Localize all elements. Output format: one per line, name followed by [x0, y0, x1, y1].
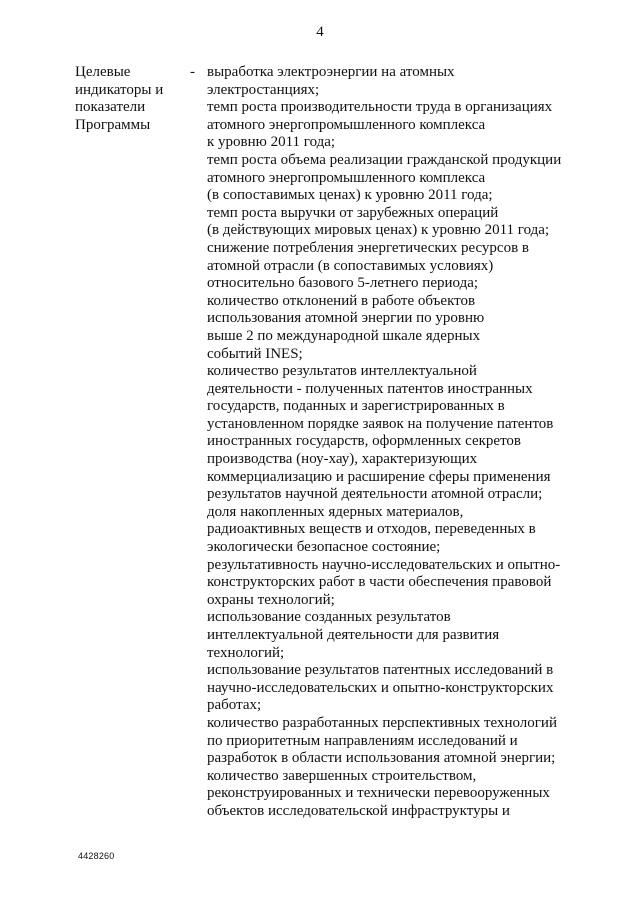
- document-id: 4428260: [78, 851, 115, 861]
- indicator-line: темп роста производительности труда в организациях: [207, 99, 553, 116]
- indicator-line: деятельности - полученных патентов иностранных: [207, 380, 533, 397]
- indicator-line: событий INES;: [207, 345, 303, 362]
- indicator-line: к уровню 2011 года;: [207, 134, 336, 151]
- indicator-line: реконструированных и технически перевооруженных: [207, 785, 550, 802]
- indicator-line: количество результатов интеллектуальной: [207, 363, 477, 380]
- indicator-line: коммерциализацию и расширение сферы применения: [207, 468, 551, 485]
- indicator-line: атомного энергопромышленного комплекса: [207, 169, 486, 186]
- indicator-line: использование результатов патентных исследований в: [207, 662, 554, 679]
- section-label-line: Программы: [75, 116, 151, 133]
- section-label-line: показатели: [75, 99, 146, 116]
- indicator-line: конструкторских работ в части обеспечения правовой: [207, 574, 552, 591]
- section-label-line: Целевые: [75, 64, 131, 80]
- indicator-line: охраны технологий;: [207, 591, 335, 608]
- indicator-line: (в действующих мировых ценах) к уровню 2011 года;: [207, 222, 550, 239]
- section-label: [75, 64, 195, 134]
- page-number: 4: [316, 24, 324, 40]
- indicator-line: радиоактивных веществ и отходов, переведенных в: [207, 521, 536, 538]
- indicator-line: экологически безопасное состояние;: [207, 539, 441, 556]
- indicator-list: [207, 64, 627, 821]
- indicator-line: атомной отрасли (в сопоставимых условиях): [207, 257, 494, 274]
- indicator-line: объектов исследовательской инфраструктуры и: [207, 802, 510, 819]
- indicator-line: производства (ноу-хау), характеризующих: [207, 451, 478, 468]
- indicator-line: технологий;: [207, 644, 285, 661]
- indicator-line: электростанциях;: [207, 81, 320, 98]
- list-dash: -: [190, 64, 195, 80]
- indicator-line: разработок в области использования атомной энергии;: [207, 750, 556, 767]
- indicator-line: научно-исследовательских и опытно-конструкторских: [207, 679, 554, 696]
- indicator-line: работах;: [207, 697, 262, 714]
- indicator-line: (в сопоставимых ценах) к уровню 2011 года;: [207, 187, 493, 204]
- indicator-line: выше 2 по международной шкале ядерных: [207, 327, 481, 344]
- indicator-line: количество разработанных перспективных технологий: [207, 714, 557, 731]
- indicator-line: результатов научной деятельности атомной отрасли;: [207, 486, 543, 503]
- indicator-line: по приоритетным направлениям исследований и: [207, 732, 518, 749]
- indicator-line: количество завершенных строительством,: [207, 767, 477, 784]
- indicator-line: иностранных государств, оформленных секретов: [207, 433, 522, 450]
- indicator-line: результативность научно-исследовательских и опытно-: [207, 556, 561, 573]
- indicator-line: использования атомной энергии по уровню: [207, 310, 485, 327]
- indicator-line: установленном порядке заявок на получение патентов: [207, 415, 554, 432]
- indicator-line: государств, поданных и зарегистрированных в: [207, 398, 505, 415]
- indicator-line: атомного энергопромышленного комплекса: [207, 116, 486, 133]
- indicator-line: темп роста объема реализации гражданской продукции: [207, 151, 562, 168]
- indicator-line: относительно базового 5-летнего периода;: [207, 275, 479, 292]
- indicator-line: выработка электроэнергии на атомных: [207, 64, 455, 80]
- indicator-line: использование созданных результатов: [207, 609, 451, 626]
- indicator-line: доля накопленных ядерных материалов,: [207, 503, 464, 520]
- indicator-line: интеллектуальной деятельности для развития: [207, 627, 500, 643]
- section-label-line: индикаторы и: [75, 81, 164, 98]
- indicator-line: количество отклонений в работе объектов: [207, 292, 476, 309]
- indicator-line: темп роста выручки от зарубежных операций: [207, 204, 499, 221]
- indicator-line: снижение потребления энергетических ресурсов в: [207, 239, 530, 256]
